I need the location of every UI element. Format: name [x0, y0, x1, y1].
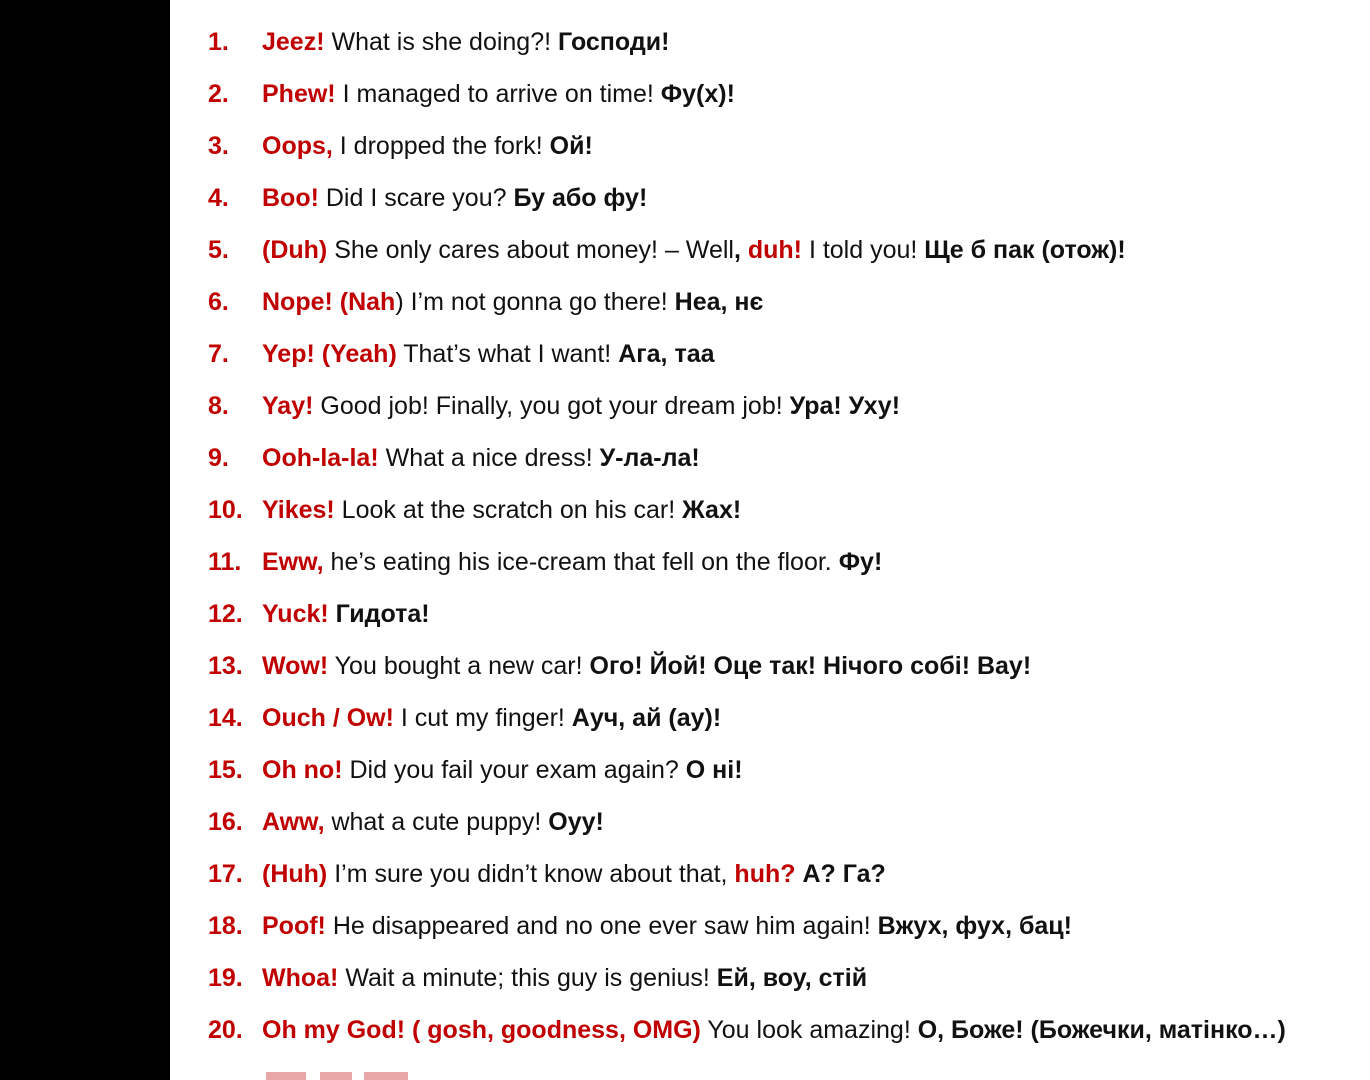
- english-interjection: Yep! (Yeah): [262, 340, 397, 368]
- english-interjection: Yikes!: [262, 496, 335, 524]
- english-interjection: Whoa!: [262, 964, 339, 992]
- ukrainian-translation: О, Боже! (Божечки, матінко…): [917, 1016, 1286, 1044]
- list-item: [208, 382, 1368, 434]
- english-interjection: Ouch / Ow!: [262, 704, 394, 732]
- list-item: [208, 954, 1368, 1006]
- example-sentence: He disappeared and no one ever saw him again!: [325, 912, 878, 940]
- english-interjection: Nope! (Nah: [262, 288, 396, 316]
- ukrainian-translation: Оуу!: [548, 808, 604, 836]
- example-sentence: he’s eating his ice-cream that fell on the floor.: [323, 548, 839, 576]
- english-interjection: Wow!: [262, 652, 329, 680]
- list-item: [208, 1006, 1368, 1058]
- item-number: 18.: [208, 912, 243, 940]
- list-item: [208, 174, 1368, 226]
- item-number: 8.: [208, 392, 229, 420]
- english-interjection: Jeez!: [262, 28, 325, 56]
- english-interjection: duh!: [747, 236, 802, 264]
- ukrainian-translation: Бу або фу!: [513, 184, 648, 212]
- ukrainian-translation: Ой!: [549, 132, 593, 160]
- item-number: 10.: [208, 496, 243, 524]
- list-item: [208, 850, 1368, 902]
- english-interjection: huh?: [734, 860, 796, 888]
- ukrainian-translation: А? Га?: [802, 860, 886, 888]
- item-number: 7.: [208, 340, 229, 368]
- item-number: 9.: [208, 444, 229, 472]
- list-item: [208, 746, 1368, 798]
- list-item: [208, 330, 1368, 382]
- list-item: [208, 798, 1368, 850]
- item-number: 17.: [208, 860, 243, 888]
- ukrainian-translation: Господи!: [558, 28, 670, 56]
- ukrainian-translation: ,: [733, 236, 748, 264]
- ukrainian-translation: Ура! Уху!: [789, 392, 901, 420]
- clipped-text-fragment: [260, 1062, 440, 1080]
- item-number: 4.: [208, 184, 229, 212]
- example-sentence: Look at the scratch on his car!: [334, 496, 683, 524]
- ukrainian-translation: Неа, нє: [674, 288, 764, 316]
- english-interjection: (Huh): [262, 860, 328, 888]
- item-number: 11.: [208, 548, 242, 576]
- example-sentence: I told you!: [802, 236, 925, 264]
- item-number: 5.: [208, 236, 229, 264]
- ukrainian-translation: Фу(х)!: [660, 80, 735, 108]
- list-item: [208, 70, 1368, 122]
- english-interjection: Oh no!: [262, 756, 343, 784]
- list-item: [208, 278, 1368, 330]
- list-item: [208, 18, 1368, 70]
- item-number: 6.: [208, 288, 229, 316]
- english-interjection: Eww,: [262, 548, 324, 576]
- example-sentence: You look amazing!: [700, 1016, 918, 1044]
- example-sentence: Did I scare you?: [318, 184, 514, 212]
- ukrainian-translation: У-ла-ла!: [599, 444, 700, 472]
- english-interjection: Oops,: [262, 132, 333, 160]
- ukrainian-translation: Ей, воу, стій: [716, 964, 868, 992]
- ukrainian-translation: Ага, таа: [618, 340, 715, 368]
- item-number: 3.: [208, 132, 229, 160]
- example-sentence: I cut my finger!: [393, 704, 572, 732]
- item-number: 14.: [208, 704, 243, 732]
- list-item: [208, 694, 1368, 746]
- ukrainian-translation: Жах!: [682, 496, 742, 524]
- example-sentence: I’m sure you didn’t know about that,: [327, 860, 735, 888]
- english-interjection: Oh my God! ( gosh, goodness, OMG): [262, 1016, 701, 1044]
- list-item: [208, 226, 1368, 278]
- list-item: [208, 902, 1368, 954]
- item-number: 15.: [208, 756, 243, 784]
- item-number: 13.: [208, 652, 243, 680]
- item-number: 12.: [208, 600, 243, 628]
- english-interjection: Poof!: [262, 912, 326, 940]
- example-sentence: Wait a minute; this guy is genius!: [338, 964, 717, 992]
- english-interjection: Boo!: [262, 184, 319, 212]
- list-item: [208, 590, 1368, 642]
- item-number: 16.: [208, 808, 243, 836]
- example-sentence: Did you fail your exam again?: [342, 756, 686, 784]
- english-interjection: Phew!: [262, 80, 336, 108]
- example-sentence: [329, 600, 336, 628]
- english-interjection: (Duh): [262, 236, 328, 264]
- example-sentence: what a cute puppy!: [324, 808, 549, 836]
- item-number: 20.: [208, 1016, 243, 1044]
- example-sentence: I managed to arrive on time!: [335, 80, 661, 108]
- ukrainian-translation: Ще б пак (отож)!: [924, 236, 1126, 264]
- list-item: [208, 122, 1368, 174]
- example-sentence: ) I’m not gonna go there!: [395, 288, 675, 316]
- item-number: 2.: [208, 80, 229, 108]
- example-sentence: That’s what I want!: [396, 340, 619, 368]
- example-sentence: She only cares about money! – Well: [327, 236, 734, 264]
- item-number: 19.: [208, 964, 243, 992]
- english-interjection: Yuck!: [262, 600, 329, 628]
- ukrainian-translation: Вжух, фух, бац!: [877, 912, 1072, 940]
- example-sentence: You bought a new car!: [328, 652, 590, 680]
- list-item: [208, 642, 1368, 694]
- ukrainian-translation: Ауч, ай (ау)!: [571, 704, 722, 732]
- list-item: [208, 538, 1368, 590]
- example-sentence: I dropped the fork!: [332, 132, 550, 160]
- ukrainian-translation: О ні!: [685, 756, 743, 784]
- list-item: [208, 486, 1368, 538]
- example-sentence: What is she doing?!: [324, 28, 559, 56]
- ukrainian-translation: Гидота!: [335, 600, 430, 628]
- slide-page: [170, 0, 1370, 1080]
- item-number: 1.: [208, 28, 229, 56]
- english-interjection: Ooh-la-la!: [262, 444, 379, 472]
- english-interjection: Aww,: [262, 808, 325, 836]
- ukrainian-translation: Ого! Йой! Оце так! Нічого собі! Вау!: [589, 652, 1032, 680]
- list-item: [208, 434, 1368, 486]
- english-interjection: Yay!: [262, 392, 314, 420]
- example-sentence: What a nice dress!: [378, 444, 600, 472]
- clipped-next-line: [260, 1062, 440, 1080]
- ukrainian-translation: Фу!: [838, 548, 883, 576]
- interjection-list: [208, 18, 1368, 1058]
- example-sentence: Good job! Finally, you got your dream job!: [313, 392, 790, 420]
